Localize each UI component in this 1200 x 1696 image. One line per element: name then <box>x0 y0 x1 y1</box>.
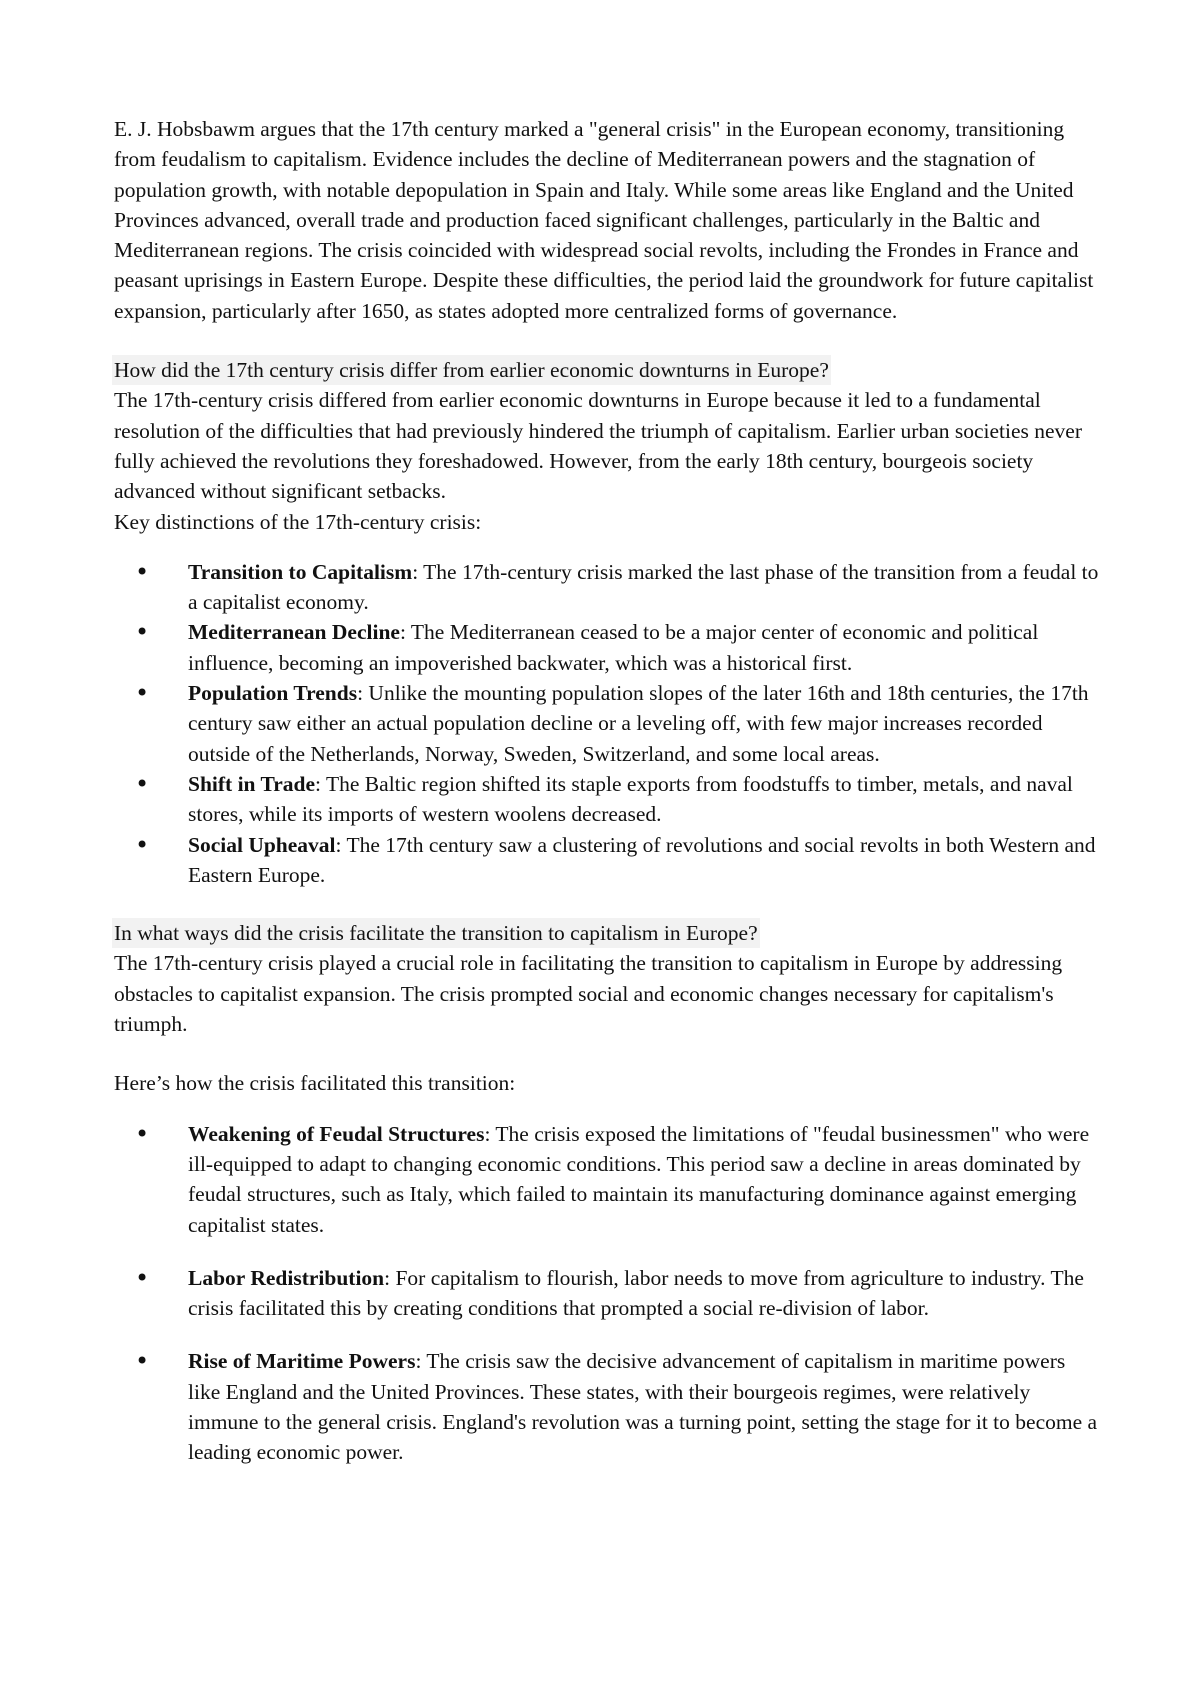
item-term: Social Upheaval <box>188 832 336 857</box>
list-item <box>114 557 1100 618</box>
section-crisis-differences <box>114 355 1100 890</box>
item-text: : The crisis saw the decisive advancement of capitalism in maritime powers like England and the United Provinces. These states, with their bourgeois regimes, were relatively immune to the general crisis. England's revolution was a turning point, setting the stage for it to become a leading economic power. <box>188 1349 1098 1465</box>
item-text: : The Baltic region shifted its staple exports from foodstuffs to timber, metals, and naval stores, while its imports of western woolens decreased. <box>188 771 1073 827</box>
list-item <box>114 1263 1100 1324</box>
list-item <box>114 1119 1100 1240</box>
item-text: : The 17th-century crisis marked the last phase of the transition from a feudal to a capitalist economy. <box>188 559 1099 615</box>
item-text: : Unlike the mounting population slopes of the later 16th and 18th centuries, the 17th century saw either an actual population decline or a leveling off, with few major increases recorded outside of the Netherlands, Norway, Sweden, Switzerland, and some local areas. <box>188 681 1089 766</box>
item-term: Labor Redistribution <box>188 1265 385 1290</box>
facilitation-list <box>114 1119 1100 1468</box>
item-text: : The 17th century saw a clustering of revolutions and social revolts in both Western and Eastern Europe. <box>188 832 1096 887</box>
list-item <box>114 678 1100 769</box>
item-text: : The Mediterranean ceased to be a major center of economic and political influence, becoming an impoverished backwater, which was a historical first. <box>188 620 1039 675</box>
intro-paragraph: E. J. Hobsbawm argues that the 17th century marked a "general crisis" in the European economy, transitioning from feudalism to capitalism. Evidence includes the decline of Mediterranean powers and the stagnation of population growth, with notable depopulation in Spain and Italy. While some areas like England and the United Provinces advanced, overall trade and production faced significant challenges, particularly in the Baltic and Mediterranean regions. The crisis coincided with widespread social revolts, including the Frondes in France and peasant uprisings in Eastern Europe. Despite these difficulties, the period laid the groundwork for future capitalist expansion, particularly after 1650, as states adopted more centralized forms of governance. <box>114 117 1094 323</box>
item-text: : The crisis exposed the limitations of "feudal businessmen" who were ill-equipped to adapt to changing economic conditions. This period saw a decline in areas dominated by feudal structures, such as Italy, which failed to maintain its manufacturing dominance against emerging capitalist states. <box>188 1121 1090 1237</box>
item-term: Population Trends <box>188 681 358 706</box>
question-heading <box>114 355 1100 385</box>
question-highlight: In what ways did the crisis facilitate the transition to capitalism in Europe? <box>112 918 760 948</box>
item-term: Mediterranean Decline <box>188 620 400 645</box>
distinctions-list <box>114 557 1100 890</box>
answer-paragraph: The 17th-century crisis differed from earlier economic downturns in Europe because it led to a fundamental resolution of the difficulties that had previously hindered the triumph of capitalism. Earlier urban societies never fully achieved the revolutions they foreshadowed. However, from the early 18th century, bourgeois society advanced without significant setbacks. <box>114 388 1083 504</box>
list-item <box>114 1346 1100 1467</box>
item-term: Shift in Trade <box>188 771 316 796</box>
item-text: : For capitalism to flourish, labor needs to move from agriculture to industry. The crisis facilitated this by creating conditions that prompted a social re-division of labor. <box>188 1265 1084 1321</box>
item-term: Transition to Capitalism <box>188 559 413 584</box>
question-highlight: How did the 17th century crisis differ from earlier economic downturns in Europe? <box>112 355 831 385</box>
question-heading <box>114 918 1100 948</box>
section-crisis-facilitation <box>114 918 1100 1467</box>
list-item <box>114 617 1100 678</box>
list-item <box>114 830 1100 891</box>
item-term: Rise of Maritime Powers <box>188 1349 416 1374</box>
answer-paragraph: The 17th-century crisis played a crucial role in facilitating the transition to capitalism in Europe by addressing obstacles to capitalist expansion. The crisis prompted social and economic changes necessary for capitalism's triumph. <box>114 951 1063 1037</box>
list-lead: Here’s how the crisis facilitated this transition: <box>114 1071 516 1096</box>
list-item <box>114 769 1100 830</box>
item-term: Weakening of Feudal Structures <box>188 1121 485 1146</box>
list-lead: Key distinctions of the 17th-century crisis: <box>114 509 482 534</box>
